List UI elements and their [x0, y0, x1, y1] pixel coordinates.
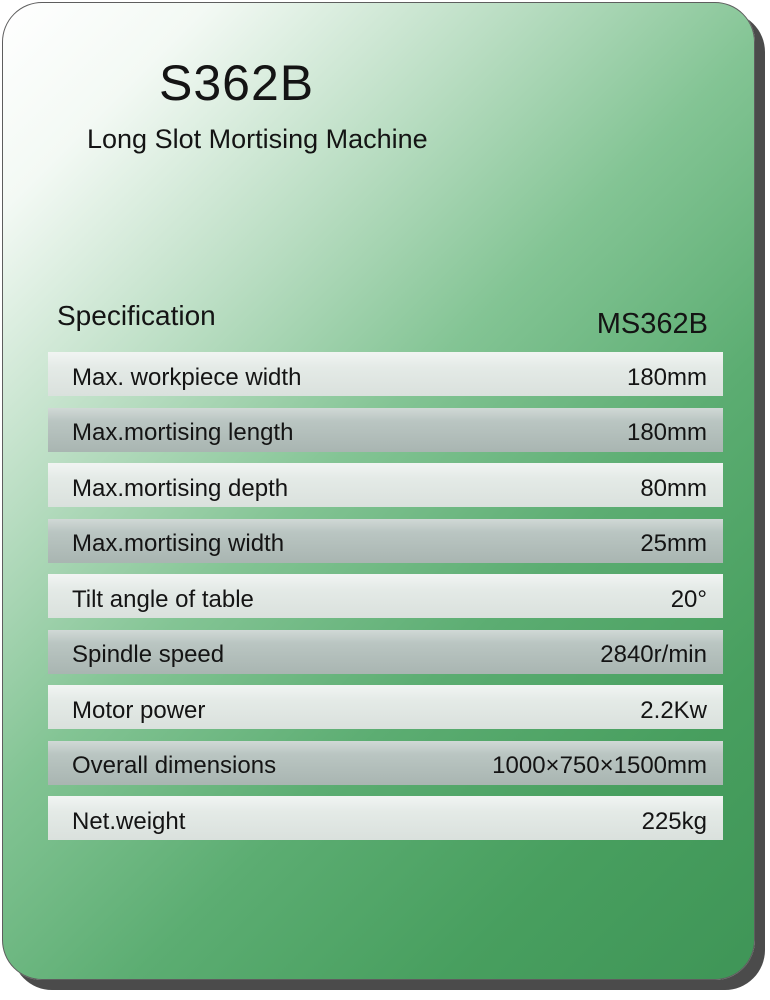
spec-row — [48, 463, 723, 507]
spec-row-value: 20° — [670, 585, 707, 613]
spec-heading: Specification — [57, 300, 216, 331]
spec-row-value: 225kg — [641, 807, 707, 835]
spec-row-label: Max.mortising depth — [72, 474, 289, 502]
spec-row — [48, 685, 723, 729]
spec-row-label: Max.mortising length — [72, 419, 294, 446]
spec-row — [48, 408, 723, 452]
spec-table — [48, 352, 723, 840]
spec-row — [48, 796, 723, 840]
spec-row-label: Spindle speed — [72, 641, 225, 668]
spec-row-label: Motor power — [72, 696, 206, 724]
spec-row-label: Overall dimensions — [72, 752, 277, 779]
spec-row — [48, 519, 723, 563]
spec-row-label: Tilt angle of table — [72, 585, 254, 613]
product-name: Long Slot Mortising Machine — [87, 124, 428, 154]
spec-row-label: Max. workpiece width — [72, 363, 302, 391]
spec-row — [48, 574, 723, 618]
spec-row-label: Max.mortising width — [72, 530, 285, 557]
spec-row-value: 2.2Kw — [640, 696, 707, 724]
spec-row-label: Net.weight — [72, 807, 186, 835]
product-model-title: S362B — [159, 55, 315, 111]
spec-row-value: 2840r/min — [600, 641, 707, 668]
spec-row — [48, 352, 723, 396]
spec-row-value: 180mm — [626, 419, 707, 446]
spec-row-value: 80mm — [640, 474, 707, 502]
spec-row-value: 25mm — [640, 530, 707, 557]
spec-card — [2, 2, 755, 980]
spec-row-value: 1000×750×1500mm — [492, 752, 707, 779]
spec-row — [48, 741, 723, 785]
spec-row — [48, 630, 723, 674]
spec-row-value: 180mm — [626, 363, 707, 391]
spec-model-code: MS362B — [596, 308, 708, 340]
